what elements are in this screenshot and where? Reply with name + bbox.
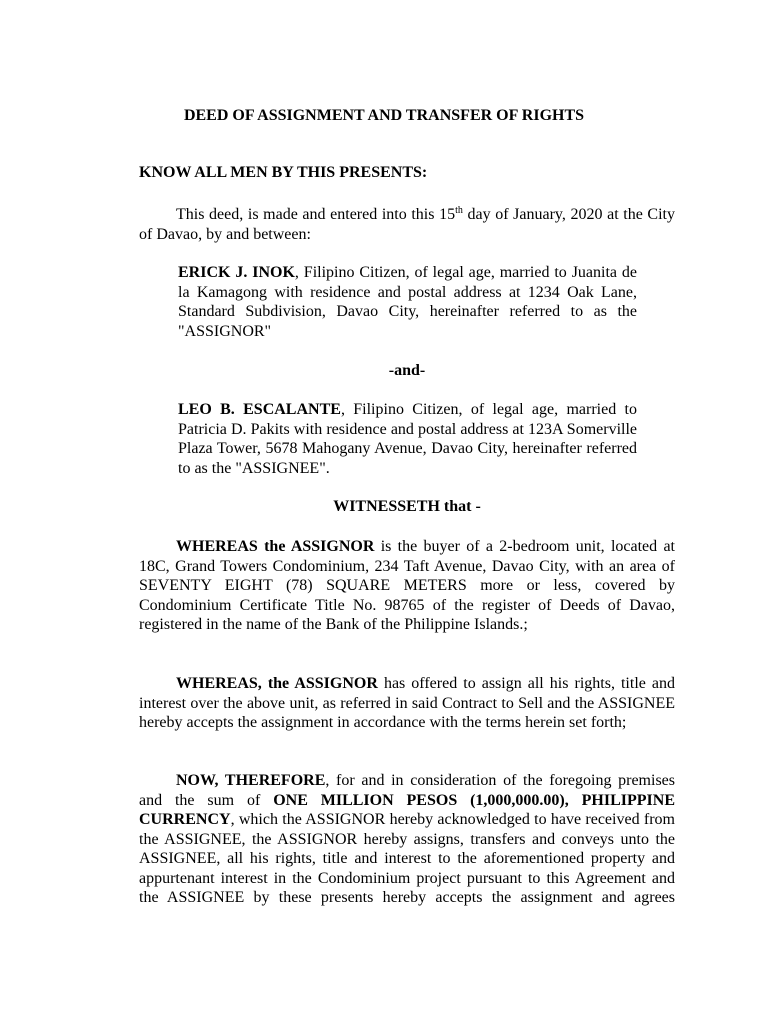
whereas-1-lead: WHEREAS the ASSIGNOR xyxy=(176,538,375,555)
assignee-text: , Filipino Citizen, of legal age, married to Patricia D. Pakits with residence and postal address at 123A Somerville Plaza Tower, 5678 Mahogany Avenue, Davao City, hereinafter referred to as the "ASSIGNEE". xyxy=(178,401,637,477)
salutation: KNOW ALL MEN BY THIS PRESENTS: xyxy=(139,164,428,181)
now-therefore-text-1: , for and in consideration of the foregoing premises and the sum of xyxy=(139,772,676,809)
assignor-text: , Filipino Citizen, of legal age, married to Juanita de la Kamagong with residence and postal address at 1234 Oak Lane, Standard Subdivision, Davao City, hereinafter referred to as the "ASSIGNOR" xyxy=(178,264,638,340)
now-therefore-text-2: , which the ASSIGNOR hereby acknowledged to have received from the ASSIGNEE, the ASSIGNOR hereby assigns, transfers and conveys unto the ASSIGNEE, all his rights, title and interest to the aforementioned property and appurtenant interest in the Condominium project pursuant to this Agreement and the ASSIGNEE by these presents hereby accepts the assignment and agrees xyxy=(139,811,675,906)
document-title: DEED OF ASSIGNMENT AND TRANSFER OF RIGHTS xyxy=(183,107,585,124)
now-therefore-lead: NOW, THEREFORE xyxy=(176,772,326,789)
whereas-2-lead: WHEREAS, the ASSIGNOR xyxy=(176,675,378,692)
whereas-2-text: has offered to assign all his rights, title and interest over the above unit, as referred in said Contract to Sell and the ASSIGNEE hereby accepts the assignment in accordance with the terms herein set forth; xyxy=(139,675,676,731)
intro-text-2: day of January, 2020 at the City of Davao, by and between: xyxy=(139,206,675,243)
intro-paragraph xyxy=(139,205,675,244)
assignee-paragraph xyxy=(178,400,637,478)
and-separator: -and- xyxy=(388,362,426,379)
assignee-name: LEO B. ESCALANTE xyxy=(178,401,341,418)
assignor-name: ERICK J. INOK xyxy=(178,264,295,281)
intro-text-1: This deed, is made and entered into this 15 xyxy=(176,206,456,223)
whereas-1-text: is the buyer of a 2-bedroom unit, located at 18C, Grand Towers Condominium, 234 Taft Avenue, Davao City, with an area of SEVENTY EIGHT (78) SQUARE METERS more or less, covered by Condominium Certificate Title No. 98765 of the register of Deeds of Davao, registered in the name of the Bank of the Philippine Islands.; xyxy=(139,538,675,633)
now-therefore-paragraph xyxy=(139,771,675,908)
witnesseth-heading: WITNESSETH that - xyxy=(333,498,481,515)
whereas-1-paragraph xyxy=(139,537,675,635)
whereas-2-paragraph xyxy=(139,674,675,733)
assignor-paragraph xyxy=(178,263,637,341)
intro-ordinal-suffix: th xyxy=(455,205,463,216)
consideration-amount: ONE MILLION PESOS (1,000,000.00), PHILIPPINE CURRENCY xyxy=(139,791,675,828)
